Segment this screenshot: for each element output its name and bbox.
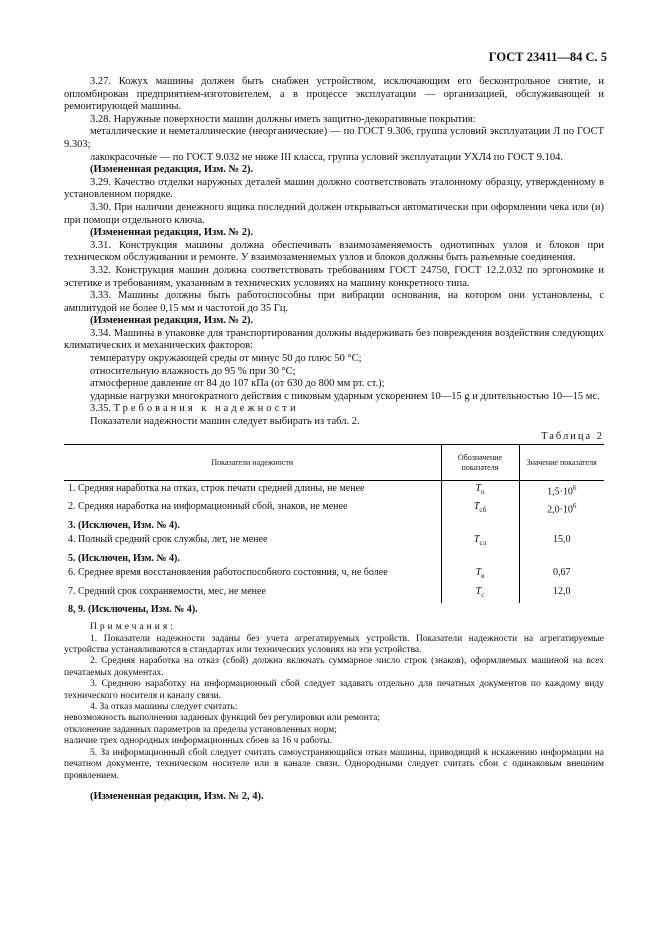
table-row bbox=[64, 533, 604, 552]
table-row bbox=[64, 481, 604, 500]
reliability-table bbox=[64, 444, 604, 617]
row-indicator: 6. Среднее время восстановления работоспособного состояния, ч, не более bbox=[68, 567, 388, 579]
row-symbol bbox=[441, 533, 519, 552]
symbol-subscript: в bbox=[481, 572, 485, 581]
symbol-letter: Т bbox=[475, 567, 482, 579]
page-header: ГОСТ 23411—84 С. 5 bbox=[488, 50, 607, 64]
clause-3-35-text: Показатели надежности машин следует выбирать из табл. 2. bbox=[90, 416, 360, 428]
symbol-letter: Т bbox=[473, 534, 480, 546]
notes-title: Примечания: bbox=[90, 622, 176, 633]
row-value bbox=[519, 500, 604, 519]
table-row bbox=[64, 500, 604, 519]
note-4-item: отклонение заданных параметров за пределы установленных норм; bbox=[64, 724, 337, 735]
value-text: 12,0 bbox=[553, 585, 571, 597]
clause-3-32: 3.32. Конструкция машин должна соответствовать требованиям ГОСТ 24750, ГОСТ 12.2.032 по эргономике и эстетике и требованиям, указанным в технических условиях на машину конкретного типа. bbox=[64, 264, 604, 289]
row-value bbox=[519, 584, 604, 603]
row-indicator: 1. Средняя наработка на отказ, строк печати средней длины, не менее bbox=[68, 482, 365, 494]
row-indicator: 8, 9. (Исключены, Изм. № 4). bbox=[68, 604, 198, 616]
table-caption: Таблица 2 bbox=[541, 430, 604, 442]
column-header: Показатели надежности bbox=[64, 445, 441, 481]
note-4-item: наличие трех однородных информационных сбоев за 16 ч работы. bbox=[64, 736, 332, 747]
table-row bbox=[64, 603, 604, 618]
column-header: Значение показателя bbox=[519, 445, 604, 481]
row-symbol bbox=[441, 500, 519, 519]
edition-note: (Измененная редакция, Изм. № 2). bbox=[90, 227, 254, 239]
clause-3-34-shock: ударные нагрузки многократного действия с пиковым ударным ускорением 10—15 g и длительностью 10—15 мс. bbox=[90, 390, 600, 402]
notes-block bbox=[64, 622, 604, 782]
symbol-letter: Т bbox=[475, 585, 482, 597]
value-exponent: 6 bbox=[572, 502, 577, 511]
row-indicator: 3. (Исключен, Изм. № 4). bbox=[68, 519, 180, 531]
clause-3-31: 3.31. Конструкция машины должна обеспечивать взаимозаменяемость однотипных узлов и блоков при техническом обслуживании и ремонте. У взаимозаменяемых узлов и блоков должны быть разъемные соединения. bbox=[64, 239, 604, 264]
clause-3-34-temp: температуру окружающей среды от минус 50 до плюс 50 °С; bbox=[90, 353, 362, 365]
table-row bbox=[64, 566, 604, 585]
note-4-item: невозможность выполнения заданных функций без регулировки или ремонта; bbox=[64, 713, 381, 724]
row-value bbox=[519, 518, 604, 533]
clause-3-34-humidity: относительную влажность до 95 % при 30 °С; bbox=[90, 365, 296, 377]
row-value bbox=[519, 603, 604, 618]
clause-3-28: 3.28. Наружные поверхности машин должны иметь защитно-декоративные покрытия: bbox=[90, 113, 476, 125]
column-header: Обозначение показателя bbox=[441, 445, 519, 481]
symbol-letter: Т bbox=[473, 501, 480, 513]
edition-note: (Измененная редакция, Изм. № 2). bbox=[90, 315, 254, 327]
row-symbol bbox=[441, 481, 519, 500]
edition-note: (Измененная редакция, Изм. № 2). bbox=[90, 164, 254, 176]
row-value bbox=[519, 533, 604, 552]
table-row bbox=[64, 584, 604, 603]
final-edition-note: (Измененная редакция, Изм. № 2, 4). bbox=[90, 790, 264, 802]
symbol-subscript: сб bbox=[479, 506, 487, 515]
row-symbol bbox=[441, 551, 519, 566]
symbol-subscript: сл bbox=[479, 539, 487, 548]
clause-3-34-pressure: атмосферное давление от 84 до 107 кПа (от 630 до 800 мм рт. ст.); bbox=[90, 378, 385, 390]
clause-3-34: 3.34. Машины в упаковке для транспортирования должны выдерживать без повреждения воздействия следующих климатических и механических факторов: bbox=[64, 327, 604, 352]
row-indicator: 4. Полный средний срок службы, лет, не менее bbox=[68, 534, 268, 546]
row-value bbox=[519, 551, 604, 566]
value-text: 0,67 bbox=[553, 567, 571, 579]
value-exponent: 6 bbox=[572, 483, 577, 492]
clause-3-33: 3.33. Машины должны быть работоспособны при вибрации основания, на котором они установлены, с амплитудой не более 0,15 мм и частотой до 35 Гц. bbox=[64, 290, 604, 314]
row-indicator: 5. (Исключен, Изм. № 4). bbox=[68, 552, 180, 564]
section-title: Требования к надежности bbox=[113, 403, 299, 415]
document-body bbox=[64, 76, 604, 804]
clause-3-28-paint: лакокрасочные — по ГОСТ 9.032 не ниже III класса, группа условий эксплуатации УХЛ4 по ГОСТ 9.104. bbox=[90, 151, 564, 163]
note-5: 5. За информационный сбой следует считать самоустраняющийся отказ машины, приводящий к искажению информации на печатном документе, техническом носителе или в канале связи. Однородными следует считать сбои с одинаковым внешним проявлением. bbox=[64, 747, 604, 781]
clause-3-30: 3.30. При наличии денежного ящика последний должен открываться автоматически при оформлении чека или (и) при помощи отдельного ключа. bbox=[64, 201, 604, 226]
row-value bbox=[519, 481, 604, 500]
table-row bbox=[64, 551, 604, 566]
table-row bbox=[64, 518, 604, 533]
row-indicator: 2. Средняя наработка на информационный сбой, знаков, не менее bbox=[68, 501, 348, 513]
row-value bbox=[519, 566, 604, 585]
value-text: 2,0·10 bbox=[547, 504, 573, 516]
value-text: 15,0 bbox=[553, 534, 571, 546]
row-symbol bbox=[441, 566, 519, 585]
symbol-subscript: о bbox=[481, 487, 485, 496]
note-3: 3. Среднюю наработку на информационный сбой следует задавать отдельно для печатных документов по каждому виду технического носителя и каналу связи. bbox=[64, 679, 604, 701]
note-2: 2. Средняя наработка на отказ (сбой) должна включать суммарное число строк (знаков), оформляемых машиной на всех печатаемых документах. bbox=[64, 656, 604, 678]
clause-3-35: 3.35. Требования к надежности bbox=[90, 403, 299, 415]
note-1: 1. Показатели надежности заданы без учета агрегатируемых устройств. Показатели надежности на агрегатируемые устройства устанавливаются в стандартах или технических условиях на эти устройства. bbox=[64, 633, 604, 656]
row-indicator: 7. Средний срок сохраняемости, мес, не менее bbox=[68, 585, 266, 597]
value-text: 1,5·10 bbox=[547, 486, 573, 498]
clause-3-28-metal: металлические и неметаллические (неорганические) — по ГОСТ 9.306, группа условий эксплуатации Л по ГОСТ 9.303; bbox=[64, 126, 604, 150]
clause-3-27: 3.27. Кожух машины должен быть снабжен устройством, исключающим его бесконтрольное снятие, и опломбирован предприятием-изготовителем, а в процессе эксплуатации — организацией, обслуживающей и ремонтирующей машины. bbox=[64, 76, 604, 113]
row-symbol bbox=[441, 603, 519, 618]
row-symbol bbox=[441, 584, 519, 603]
note-4: 4. За отказ машины следует считать: bbox=[90, 702, 238, 713]
clause-3-29: 3.29. Качество отделки наружных деталей машин должно соответствовать эталонному образцу, утвержденному в установленном порядке. bbox=[64, 176, 604, 201]
symbol-subscript: с bbox=[481, 590, 485, 599]
symbol-letter: Т bbox=[475, 482, 482, 494]
row-symbol bbox=[441, 518, 519, 533]
